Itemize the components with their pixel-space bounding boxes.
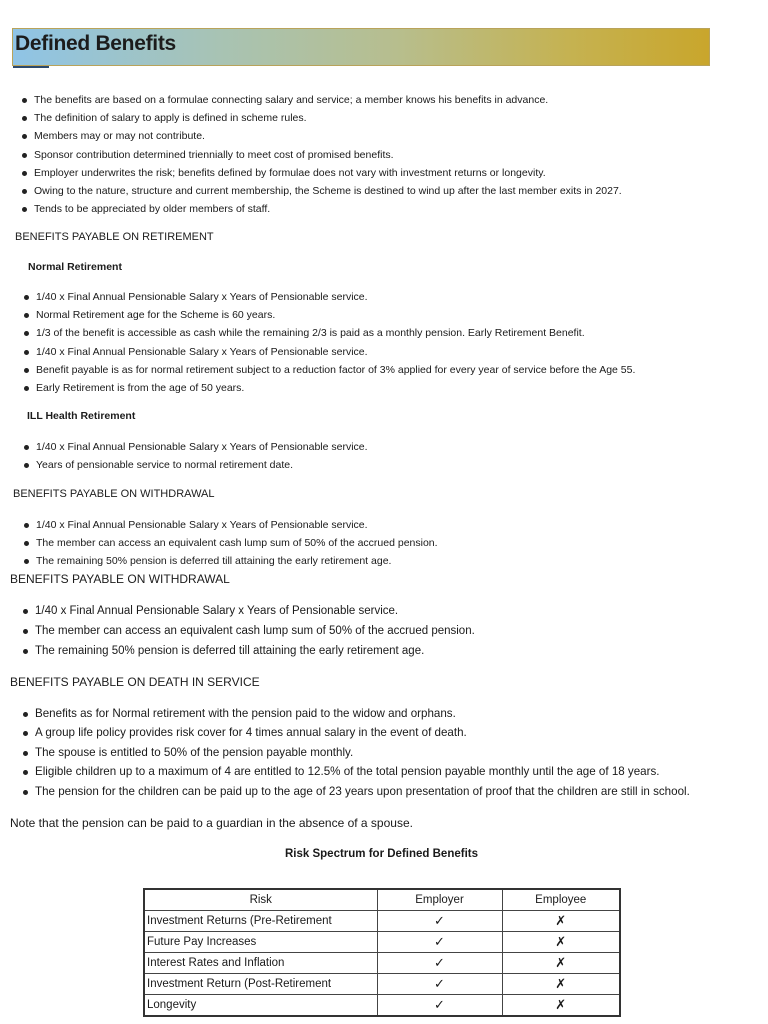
list-item: The member can access an equivalent cash lump sum of 50% of the accrued pension. xyxy=(21,621,475,641)
table-header-row xyxy=(144,889,620,911)
intro-bullet-list xyxy=(20,91,622,218)
list-item: The pension for the children can be paid up to the age of 23 years upon presentation of proof that the children are still in school. xyxy=(21,782,690,801)
check-icon: ✓ xyxy=(377,995,502,1017)
list-item: The member can access an equivalent cash lump sum of 50% of the accrued pension. xyxy=(22,534,438,552)
withdrawal-list-repeat xyxy=(21,601,475,661)
cross-icon: ✗ xyxy=(502,995,620,1017)
ill-health-list xyxy=(22,438,368,474)
list-item: The remaining 50% pension is deferred till attaining the early retirement age. xyxy=(21,641,475,661)
list-item: Members may or may not contribute. xyxy=(20,127,622,145)
risk-spectrum-table xyxy=(143,888,621,1017)
check-icon: ✓ xyxy=(377,953,502,974)
guardian-note: Note that the pension can be paid to a guardian in the absence of a spouse. xyxy=(10,816,413,830)
table-row xyxy=(144,995,620,1017)
risk-cell: Interest Rates and Inflation xyxy=(144,953,377,974)
list-item: Early Retirement is from the age of 50 years. xyxy=(22,379,635,397)
list-item: Owing to the nature, structure and current membership, the Scheme is destined to wind up after the last member exits in 2027. xyxy=(20,182,622,200)
cross-icon: ✗ xyxy=(502,932,620,953)
title-banner xyxy=(12,28,710,66)
risk-cell: Investment Returns (Pre-Retirement xyxy=(144,911,377,932)
death-in-service-list xyxy=(21,704,690,801)
withdrawal-list xyxy=(22,516,438,571)
list-item: Benefit payable is as for normal retirement subject to a reduction factor of 3% applied for every year of service before the Age 55. xyxy=(22,361,635,379)
list-item: 1/40 x Final Annual Pensionable Salary x Years of Pensionable service. xyxy=(22,516,438,534)
list-item: Normal Retirement age for the Scheme is 60 years. xyxy=(22,306,635,324)
list-item: 1/40 x Final Annual Pensionable Salary x Years of Pensionable service. xyxy=(22,438,368,456)
header-risk: Risk xyxy=(144,889,377,911)
withdrawal-heading-repeat: BENEFITS PAYABLE ON WITHDRAWAL xyxy=(10,572,230,586)
death-in-service-heading: BENEFITS PAYABLE ON DEATH IN SERVICE xyxy=(10,675,260,689)
header-employer: Employer xyxy=(377,889,502,911)
list-item: Tends to be appreciated by older members of staff. xyxy=(20,200,622,218)
withdrawal-heading: BENEFITS PAYABLE ON WITHDRAWAL xyxy=(13,488,215,500)
risk-cell: Future Pay Increases xyxy=(144,932,377,953)
normal-retirement-list xyxy=(22,288,635,397)
ill-health-subheading: ILL Health Retirement xyxy=(27,410,136,422)
table-row xyxy=(144,953,620,974)
list-item: Sponsor contribution determined triennially to meet cost of promised benefits. xyxy=(20,146,622,164)
list-item: 1/40 x Final Annual Pensionable Salary x Years of Pensionable service. xyxy=(22,288,635,306)
cross-icon: ✗ xyxy=(502,953,620,974)
page-title: Defined Benefits xyxy=(15,32,176,55)
table-row xyxy=(144,911,620,932)
risk-cell: Longevity xyxy=(144,995,377,1017)
check-icon: ✓ xyxy=(377,974,502,995)
list-item: Eligible children up to a maximum of 4 are entitled to 12.5% of the total pension payable monthly until the age of 18 years. xyxy=(21,762,690,781)
list-item: Years of pensionable service to normal retirement date. xyxy=(22,456,368,474)
list-item: Employer underwrites the risk; benefits defined by formulae does not vary with investment returns or longevity. xyxy=(20,164,622,182)
list-item: A group life policy provides risk cover for 4 times annual salary in the event of death. xyxy=(21,723,690,742)
retirement-heading: BENEFITS PAYABLE ON RETIREMENT xyxy=(15,231,214,243)
list-item: 1/40 x Final Annual Pensionable Salary x Years of Pensionable service. xyxy=(21,601,475,621)
check-icon: ✓ xyxy=(377,911,502,932)
list-item: Benefits as for Normal retirement with the pension paid to the widow and orphans. xyxy=(21,704,690,723)
title-underline xyxy=(13,66,49,68)
cross-icon: ✗ xyxy=(502,911,620,932)
normal-retirement-subheading: Normal Retirement xyxy=(28,261,122,273)
list-item: The definition of salary to apply is defined in scheme rules. xyxy=(20,109,622,127)
check-icon: ✓ xyxy=(377,932,502,953)
table-row xyxy=(144,974,620,995)
table-row xyxy=(144,932,620,953)
risk-cell: Investment Return (Post-Retirement xyxy=(144,974,377,995)
list-item: The spouse is entitled to 50% of the pension payable monthly. xyxy=(21,743,690,762)
risk-table-caption: Risk Spectrum for Defined Benefits xyxy=(285,848,478,860)
list-item: 1/40 x Final Annual Pensionable Salary x Years of Pensionable service. xyxy=(22,343,635,361)
cross-icon: ✗ xyxy=(502,974,620,995)
list-item: The remaining 50% pension is deferred till attaining the early retirement age. xyxy=(22,552,438,570)
header-employee: Employee xyxy=(502,889,620,911)
list-item: The benefits are based on a formulae connecting salary and service; a member knows his benefits in advance. xyxy=(20,91,622,109)
list-item: 1/3 of the benefit is accessible as cash while the remaining 2/3 is paid as a monthly pension. Early Retirement Benefit. xyxy=(22,324,635,342)
